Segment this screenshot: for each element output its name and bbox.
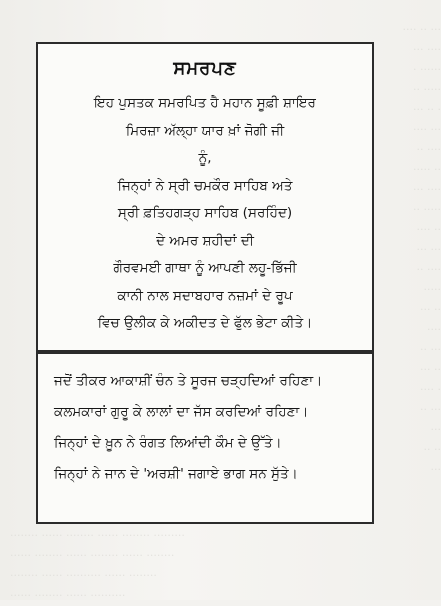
dedication-line: ਮਿਰਜ਼ਾ ਅੱਲ੍ਹਾ ਯਾਰ ਖ਼ਾਂ ਜੋਗੀ ਜੀ bbox=[125, 122, 285, 139]
double-rule-divider bbox=[38, 350, 372, 354]
show-through-text-bottom: ········ ······ ········ ······ ········ ········· ······ ········ ······ ········ ······ ········ ········ ······ ·········· ······ ········ ······ ········ ······ ·········· bbox=[10, 529, 185, 602]
dedication-line: ਸ੍ਰੀ ਫ਼ਤਿਹਗੜ੍ਹ ਸਾਹਿਬ (ਸਰਹਿੰਦ) bbox=[117, 205, 293, 221]
dedication-line: ਦੇ ਅਮਰ ਸ਼ਹੀਦਾਂ ਦੀ bbox=[156, 232, 254, 249]
verse-line: ਜਿਨ੍ਹਾਂ ਨੇ ਜਾਨ ਦੇ 'ਅਰਸ਼ੀ' ਜਗਾਏ ਭਾਗ ਸਨ ਸੁੱਤੇ। bbox=[54, 466, 298, 482]
dedication-line: ਵਿਚ ਉਲੀਕ ਕੇ ਅਕੀਦਤ ਦੇ ਫੁੱਲ ਭੇਟਾ ਕੀਤੇ। bbox=[97, 315, 313, 331]
dedication-line: ਗੌਰਵਮਈ ਗਾਥਾ ਨੂੰ ਆਪਣੀ ਲਹੂ-ਭਿੱਜੀ bbox=[113, 260, 297, 276]
dedication-frame bbox=[36, 42, 374, 524]
verse-line: ਜਿਨ੍ਹਾਂ ਦੇ ਖ਼ੂਨ ਨੇ ਰੰਗਤ ਲਿਆਂਦੀ ਕੌਮ ਦੇ ਉੱਤੇ। bbox=[54, 435, 282, 451]
show-through-text-right: ···· ·· ··· ··· ···· · ······ ·· ····· ··· ·· · ···· ··· ·· ···· ····· ·· ··· ···· ·· ····· ···· ·· ··· ··· ·· ···· ····· ··· ·· ···· ·· ··· ··· ·· ···· · ·· ··· ··· ·· ·· ··· bbox=[402, 23, 441, 476]
dedication-line: ਨੂੰ, bbox=[198, 150, 212, 166]
verse-line: ਜਦੋਂ ਤੀਕਰ ਆਕਾਸ਼ੀਂ ਚੰਨ ਤੇ ਸੂਰਜ ਚੜ੍ਹਦਿਆਂ ਰਹਿਣਾ। bbox=[54, 373, 323, 389]
dedication-line: ਜਿਨ੍ਹਾਂ ਨੇ ਸ੍ਰੀ ਚਮਕੌਰ ਸਾਹਿਬ ਅਤੇ bbox=[117, 177, 293, 194]
verse-line: ਕਲਮਕਾਰਾਂ ਗੁਰੂ ਕੇ ਲਾਲਾਂ ਦਾ ਜੱਸ ਕਰਦਿਆਂ ਰਹਿਣਾ। bbox=[54, 404, 309, 420]
verse-text bbox=[54, 366, 364, 490]
page-title: ਸਮਰਪਣ bbox=[173, 58, 237, 79]
dedication-line: ਇਹ ਪੁਸਤਕ ਸਮਰਪਿਤ ਹੈ ਮਹਾਨ ਸੂਫ਼ੀ ਸ਼ਾਇਰ bbox=[94, 95, 316, 111]
dedication-line: ਕਾਨੀ ਨਾਲ ਸਦਾਬਹਾਰ ਨਜ਼ਮਾਂ ਦੇ ਰੂਪ bbox=[117, 287, 293, 304]
dedication-text bbox=[50, 90, 360, 338]
